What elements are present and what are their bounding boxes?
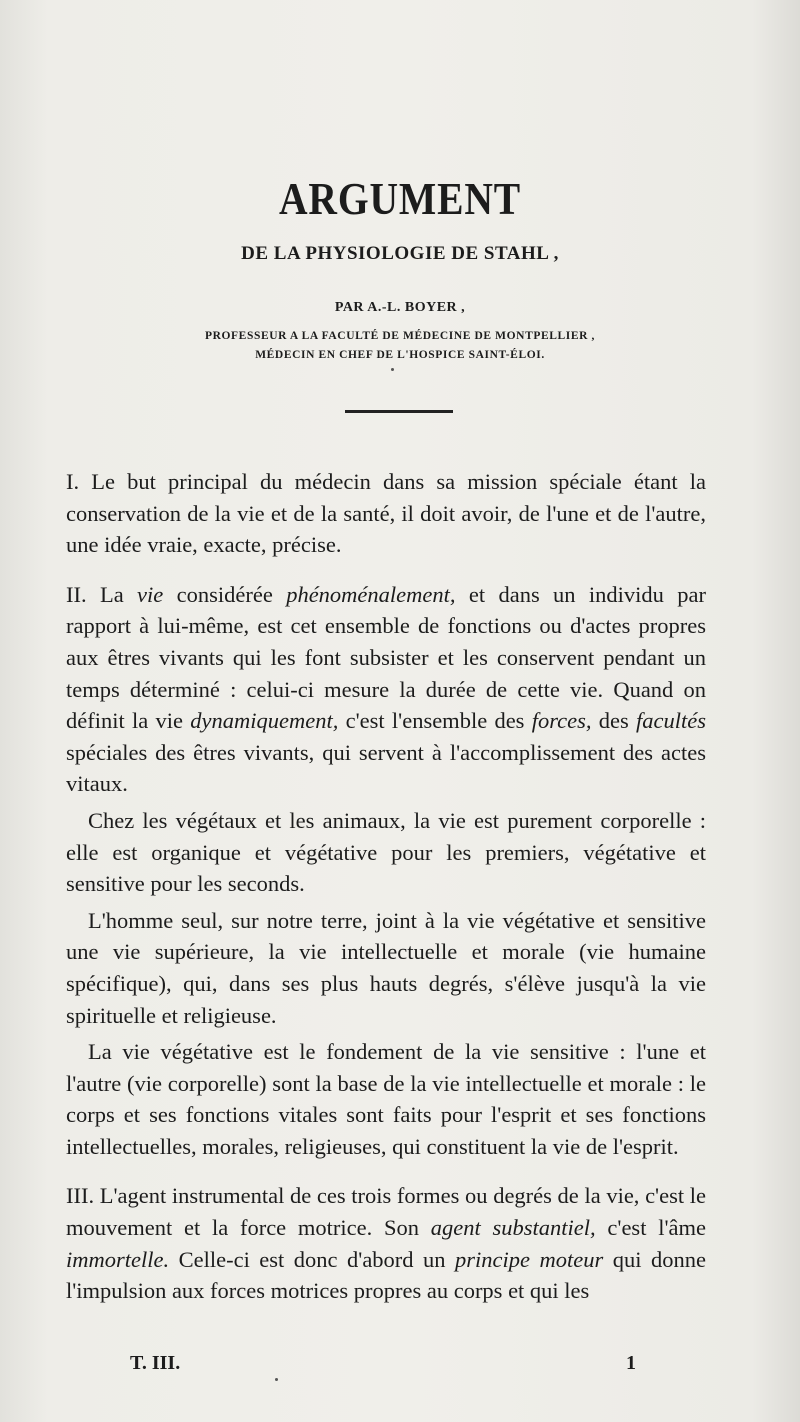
section-2-paragraph-2: Chez les végétaux et les animaux, la vie est purement corporelle : elle est organique et végétative pour les premiers, végétative et sensitive pour les seconds.	[66, 807, 706, 897]
text-run: des	[591, 708, 637, 734]
section-2-paragraph-4: La vie végétative est le fondement de la vie sensitive : l'une et l'autre (vie corporelle) sont la base de la vie intellectuelle et morale : le corps et ses fonctions vitales sont faits pour l'esprit et ses fonctions intellectuelles, morales, religieuses, qui constituent la vie de l'esprit.	[66, 1039, 706, 1159]
author-line: PAR A.-L. BOYER ,	[334, 300, 466, 315]
italic-term: vie	[137, 581, 164, 607]
italic-term: principe moteur	[455, 1246, 604, 1272]
page-title: ARGUMENT	[278, 173, 522, 224]
italic-term: dynamiquement,	[190, 708, 339, 734]
author-affiliation-1: PROFESSEUR A LA FACULTÉ DE MÉDECINE DE MONTPELLIER ,	[204, 330, 595, 342]
ink-speck	[391, 368, 394, 371]
text-run: qui donne l'impulsion aux forces motrices propres au corps et qui les	[66, 1246, 706, 1304]
section-3-paragraph	[66, 1180, 706, 1306]
section-2-paragraph-1	[66, 579, 706, 800]
text-run: considérée	[163, 581, 287, 607]
text-run: c'est l'âme	[595, 1215, 706, 1241]
text-run: Celle-ci est donc d'abord un	[169, 1246, 456, 1272]
text-run: c'est l'ensemble des	[338, 708, 532, 734]
ink-speck	[275, 1378, 278, 1381]
italic-term: immortelle.	[66, 1246, 170, 1272]
author-affiliation-2: MÉDECIN EN CHEF DE L'HOSPICE SAINT-ÉLOI.	[255, 349, 545, 361]
page-subtitle: DE LA PHYSIOLOGIE DE STAHL ,	[241, 243, 559, 264]
italic-term: forces,	[531, 708, 592, 734]
body-text	[66, 466, 706, 1307]
text-run: III. L'agent instrumental de ces trois formes ou degrés de la vie, c'est le mouvement et la force motrice. Son	[66, 1183, 706, 1241]
signature-mark: 1	[626, 1352, 636, 1374]
section-1-paragraph: I. Le but principal du médecin dans sa mission spéciale étant la conservation de la vie et de la santé, il doit avoir, de l'une et de l'autre, une idée vraie, exacte, précise.	[66, 469, 706, 558]
italic-term: phénoménalement,	[286, 581, 456, 607]
section-2-paragraph-3: L'homme seul, sur notre terre, joint à la vie végétative et sensitive une vie supérieure, la vie intellectuelle et morale (vie humaine spécifique), qui, dans ses plus hauts degrés, s'élève jusqu'à la vie spirituelle et religieuse.	[66, 907, 706, 1028]
text-run: II. La	[66, 581, 138, 607]
text-run: spéciales des êtres vivants, qui servent à l'accomplissement des actes vitaux.	[66, 739, 706, 797]
text-run: et dans un individu par rapport à lui-même, est cet ensemble de fonctions ou d'actes propres aux êtres vivants qui les font subsister et les conservent pendant un temps déterminé : celui-ci mesure la durée de cette vie. Quand on définit la vie	[66, 581, 706, 734]
italic-term: agent substantiel,	[430, 1215, 596, 1241]
italic-term: facultés	[636, 708, 706, 734]
volume-label: T. III.	[130, 1352, 181, 1374]
section-divider	[345, 410, 453, 413]
